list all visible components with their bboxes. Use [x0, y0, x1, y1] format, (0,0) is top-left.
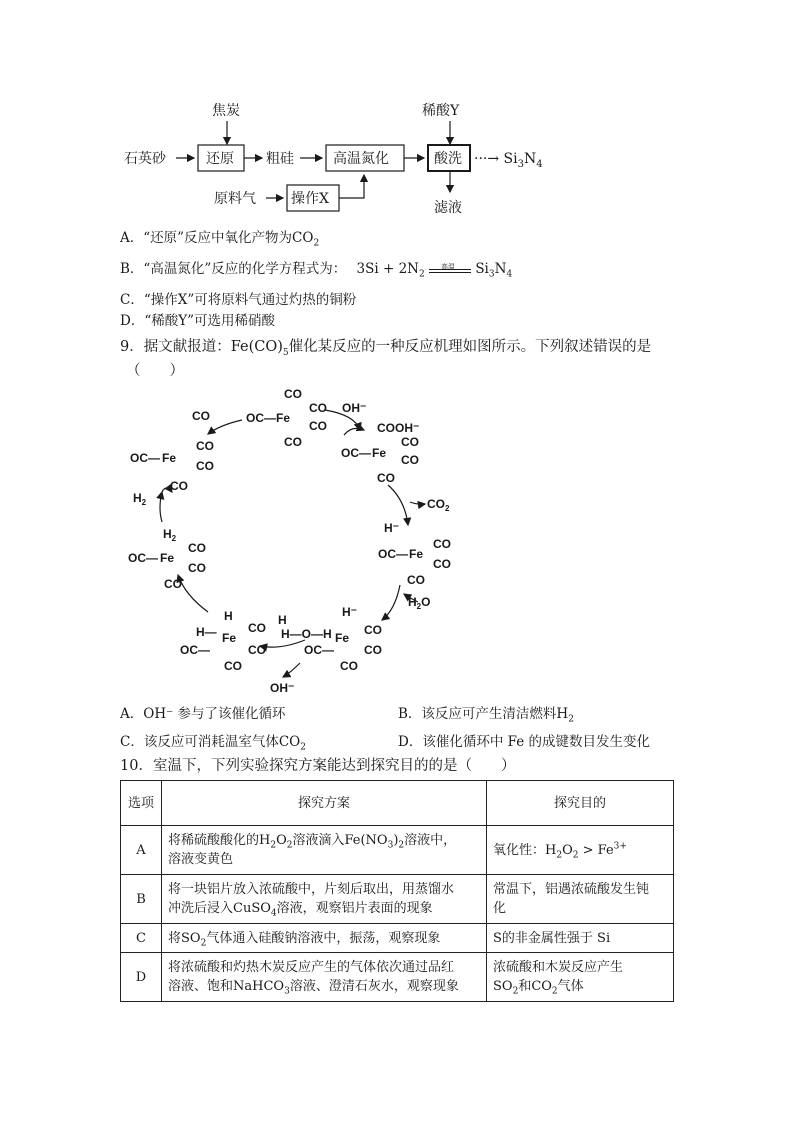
- table-row[interactable]: B 将一块铝片放入浓硫酸中，片刻后取出，用蒸馏水 冲洗后浸入CuSO$_4$溶液，观察铝片表面的现象 常温下，铝遇浓硫酸发生钝 化: [121, 875, 674, 924]
- oh-minus-in: OH⁻: [342, 401, 367, 415]
- svg-text:OC—: OC—: [378, 547, 408, 561]
- table-row[interactable]: D 将浓硫酸和灼热木炭反应产生的气体依次通过品红 溶液、饱和NaHCO$_3$溶液、澄清石灰水，观察现象 浓硫酸和木炭反应产生 $SO_2$和$CO_2$气体: [121, 953, 674, 1002]
- acid-y-label: 稀酸Y: [422, 103, 460, 119]
- svg-text:Fe: Fe: [162, 451, 177, 465]
- header-plan: 探究方案: [162, 781, 487, 826]
- svg-text:Fe: Fe: [409, 547, 424, 561]
- svg-text:CO: CO: [248, 621, 266, 635]
- svg-text:OC—: OC—: [246, 411, 276, 425]
- svg-text:CO: CO: [196, 439, 214, 453]
- q9-option-b[interactable]: B．该反应可产生清洁燃料$H_2$: [398, 706, 574, 725]
- svg-text:H⁻: H⁻: [342, 605, 357, 619]
- q9-option-d[interactable]: D．该催化循环中 Fe 的成键数目发生变化: [398, 734, 651, 750]
- svg-text:Fe: Fe: [372, 446, 387, 460]
- table-row[interactable]: C 将$SO_2$气体通入硅酸钠溶液中，振荡，观察现象 S的非金属性强于 Si: [121, 924, 674, 953]
- q8-option-d[interactable]: D．“稀酸Y”可选用稀硝酸: [120, 313, 276, 329]
- svg-text:CO: CO: [284, 387, 302, 401]
- svg-text:CO: CO: [377, 471, 395, 485]
- free-co-label: CO: [192, 409, 210, 423]
- op-x-box-label: 操作X: [291, 191, 329, 207]
- svg-text:OC—: OC—: [304, 643, 334, 657]
- svg-text:OC—: OC—: [180, 643, 210, 657]
- table-row[interactable]: A 将稀硫酸酸化的$H_2O_2$溶液滴入$Fe(NO_3)_2$溶液中， 溶液变黄色 氧化性：$H_2O_2 > Fe^{3+}$: [121, 826, 674, 875]
- svg-text:Fe: Fe: [276, 411, 291, 425]
- q8-option-b[interactable]: B．“高温氮化”反应的化学方程式为： $3Si + 2N_2$ 高温 $Si_3N_4$: [120, 261, 513, 280]
- svg-text:Fe: Fe: [160, 551, 175, 565]
- svg-text:OC—: OC—: [130, 451, 160, 465]
- svg-text:CO: CO: [188, 561, 206, 575]
- svg-text:H⁻: H⁻: [384, 521, 399, 535]
- feed-gas-label: 原料气: [214, 191, 256, 207]
- svg-text:CO: CO: [340, 659, 358, 673]
- svg-text:OC—: OC—: [128, 551, 158, 565]
- svg-text:CO: CO: [401, 453, 419, 467]
- q9-option-a[interactable]: A．OH⁻ 参与了该催化循环: [120, 706, 286, 722]
- co2-out: $CO_2$: [427, 497, 450, 513]
- q8-option-c[interactable]: C．“操作X”可将原料气通过灼热的铜粉: [120, 292, 357, 308]
- svg-text:H—O—H: H—O—H: [281, 627, 332, 641]
- filtrate-label: 滤液: [434, 200, 462, 216]
- table-header-row: [121, 781, 674, 826]
- oh-minus-out: OH⁻: [270, 681, 295, 695]
- svg-text:H2: $H_2$: [163, 527, 177, 543]
- svg-text:Fe: Fe: [335, 631, 350, 645]
- coke-label: 焦炭: [212, 103, 240, 119]
- q9-stem: 9．据文献报道：$Fe(CO)_5$催化某反应的一种反应机理如图所示。下列叙述错误的是: [120, 339, 652, 358]
- svg-text:CO: CO: [364, 643, 382, 657]
- nitride-box-label: 高温氮化: [333, 151, 389, 167]
- svg-text:CO: CO: [309, 419, 327, 433]
- catalytic-cycle-diagram: [120, 380, 480, 700]
- experiment-table: [120, 780, 674, 1002]
- svg-text:H—: H—: [196, 625, 217, 639]
- svg-text:CO: CO: [248, 643, 266, 657]
- svg-text:CO: CO: [284, 435, 302, 449]
- svg-text:OC—: OC—: [341, 446, 371, 460]
- svg-text:CO: CO: [364, 623, 382, 637]
- q8-option-a[interactable]: A．“还原”反应中氧化产物为$CO_2$: [120, 230, 320, 249]
- q10-stem: 10．室温下，下列实验探究方案能达到探究目的的是（ ）: [120, 758, 516, 774]
- h2-out: $H_2$: [133, 491, 147, 507]
- svg-text:CO: CO: [407, 573, 425, 587]
- acid-wash-box-label: 酸洗: [434, 151, 462, 167]
- product-label: ···→ $Si_3N_4$: [474, 151, 543, 170]
- svg-text:CO: CO: [196, 459, 214, 473]
- svg-text:CO: CO: [433, 537, 451, 551]
- header-option: 选项: [121, 781, 162, 826]
- svg-text:CO: CO: [433, 557, 451, 571]
- svg-text:COOH⁻: COOH⁻: [377, 421, 420, 435]
- header-goal: 探究目的: [487, 781, 674, 826]
- svg-text:CO: CO: [309, 401, 327, 415]
- svg-text:H: H: [278, 613, 287, 627]
- h2o-in: $H_2O$: [408, 595, 431, 611]
- svg-text:CO: CO: [188, 541, 206, 555]
- svg-text:CO: CO: [170, 479, 188, 493]
- quartz-label: 石英砂: [124, 151, 166, 167]
- reduce-box-label: 还原: [206, 151, 234, 167]
- crude-si-label: 粗硅: [266, 151, 294, 167]
- svg-text:CO: CO: [401, 435, 419, 449]
- q9-option-c[interactable]: C．该反应可消耗温室气体$CO_2$: [120, 734, 306, 753]
- svg-text:CO: CO: [164, 577, 182, 591]
- process-flowchart: [110, 95, 580, 225]
- svg-text:Fe: Fe: [222, 631, 237, 645]
- q9-answer-paren: （ ）: [126, 363, 184, 379]
- svg-text:H: H: [224, 609, 233, 623]
- svg-text:CO: CO: [224, 659, 242, 673]
